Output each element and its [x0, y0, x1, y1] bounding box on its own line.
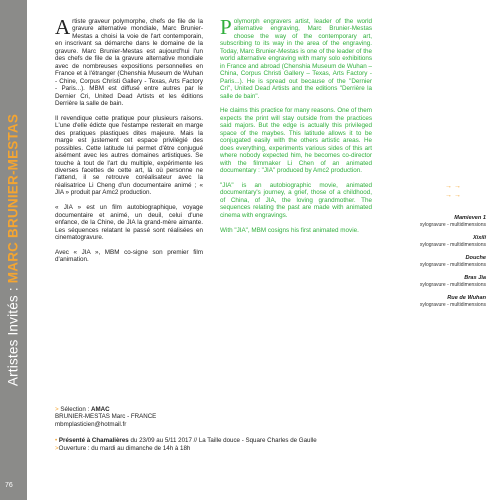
footer-info	[55, 406, 317, 461]
work-item	[376, 255, 486, 268]
work-technique: xylogravure - multidimensions	[419, 242, 486, 248]
work-item	[376, 275, 486, 288]
french-paragraph-2: Il revendique cette pratique pour plusieurs raisons. L'une d'elle édicte que l'estampe resterait en marge des pratiques plastiques dites majeure. Mais la marge est justement cet espace privilégié des possibles. Cette latitude lui permet d'être conjugué aisément avec les autres domaines artistiques. Se touche à tout de l'art du multiple, expérimente les diverses facettes de cette art, là où personne ne l'attend, il se retrouve coréalisateur avec la réalisatrice Li Cheng d'un documentaire animé ; « JIA » produit par Amc2 production.	[55, 114, 203, 197]
english-paragraph-3: "JIA" is an autobiographic movie, animated documentary's journey, a grief, those of a childhood, of China, of JIA, the loving grandmother. The sequences relating the past are made with animated cinema with engravings.	[220, 181, 372, 219]
selection-value: AMAC	[91, 406, 110, 413]
selection-label: Sélection :	[60, 406, 90, 413]
work-title: Mamieven 1	[454, 215, 486, 221]
selection-block	[55, 406, 317, 428]
arrow-marker-icon: >	[55, 444, 59, 452]
french-text-column	[55, 15, 203, 271]
english-text-column	[220, 15, 372, 241]
english-paragraph-2: He claims this practice for many reasons. One of them expects the print will stay outside from the practices said majors. But the edge is actually this privileged space of the maybes. This latitude allows it to be conjugated easily with the others artistic areas. He does everything, experiments various sides of this art where nobody expected him, he becomes co-director with the filmmaker Li Chen of an animated documentary : "JIA" produced by Amc2 production.	[220, 107, 372, 174]
sidebar-title-label: Artistes Invités :	[5, 287, 21, 387]
english-paragraph-4: With "JIA", MBM cosigns his first animated movie.	[220, 226, 359, 234]
works-list	[376, 215, 486, 315]
work-title: Rue de Wuhan	[447, 295, 486, 301]
english-p1-text: olymorph engravers artist, leader of the world alternative engraving, Marc Brunier-Mestas choose the way of the contemporary art, subscribing to its way in the area of the engraving. Today, Marc Brunier-Mestas is one of the leader of the world alternative engraving with many solo exhibitions in France and abroad (Chenshia Museum de Wuhan – China, Corpus Christi Gallery – Texas, Arts Factory - Paris...). He is spread out because of the "Dernier Cri", United Dead Artists and the editions "Derrière la salle de bain".	[220, 18, 372, 100]
french-paragraph-4: Avec « JIA », MBM co-signe son premier film d'animation.	[55, 248, 203, 264]
artist-email[interactable]: mbmplasticien@hotmail.fr	[55, 420, 127, 428]
artist-line: BRUNIER-MESTAS Marc - FRANCE	[55, 413, 157, 421]
sidebar	[0, 0, 27, 500]
opening-hours: Ouverture : du mardi au dimanche de 14h à 18h	[58, 444, 191, 452]
arrow-right-icon: → →	[445, 192, 461, 199]
work-technique: xylogravure - multidimensions	[419, 282, 486, 288]
work-technique: xylogravure - multidimensions	[419, 222, 486, 228]
selection-line	[55, 406, 317, 413]
exhibition-details: du 23/09 au 5/11 2017 // La Taille douce - Square Charles de Gaulle	[130, 437, 317, 445]
work-item	[376, 235, 486, 248]
exhibition-block	[55, 437, 317, 452]
hours-line	[55, 445, 317, 452]
sidebar-title	[6, 114, 21, 386]
bullet-icon: •	[55, 437, 58, 445]
work-item	[376, 295, 486, 308]
arrow-marker-icon: >	[55, 406, 59, 413]
work-title: Xixili	[472, 235, 486, 241]
work-technique: xylogravure - multidimensions	[419, 262, 486, 268]
arrow-right-icon: → →	[445, 183, 461, 190]
french-paragraph-1	[55, 15, 203, 107]
work-item	[376, 215, 486, 228]
arrow-icons	[445, 182, 461, 200]
english-dropcap: P	[220, 15, 232, 39]
french-dropcap: A	[55, 15, 71, 39]
exhibition-line	[55, 437, 317, 444]
work-title: Bras Jia	[464, 275, 486, 281]
sidebar-artist-name: MARC BRUNIER-MESTAS	[5, 113, 21, 284]
work-title: Douche	[465, 255, 486, 261]
work-technique: xylogravure - multidimensions	[419, 302, 486, 308]
french-p1-text: rtiste graveur polymorphe, chefs de file de la gravure alternative mondiale, Marc Brunier-Mestas a choisi la voie de l'art contemporain, en inscrivant sa démarche dans le domaine de la gravure. Marc Brunier-Mestas est aujourd'hui l'un des chefs de file de la gravure alternative mondiale avec de nombreuses expositions personnelles en France et à l'étranger (Chenshia Museum de Wuhan - Chine, Corpus Christi Gallery - Texas, Arts Factory - Paris...). MBM est diffusé entre autres par le Dernier Cri, United Dead Artists et les éditions Derrière la salle de bain.	[55, 18, 203, 107]
french-paragraph-3: « JIA » est un film autobiographique, voyage documentaire et animé, un deuil, celui d'une enfance, de la Chine, de JIA la grand-mère aimante. Les séquences relatant le passé sont réalisées en cinematogravure.	[55, 204, 203, 242]
english-paragraph-1	[220, 15, 372, 100]
page-number: 76	[5, 482, 13, 489]
exhibition-label: Présenté à Chamalières	[58, 437, 129, 445]
